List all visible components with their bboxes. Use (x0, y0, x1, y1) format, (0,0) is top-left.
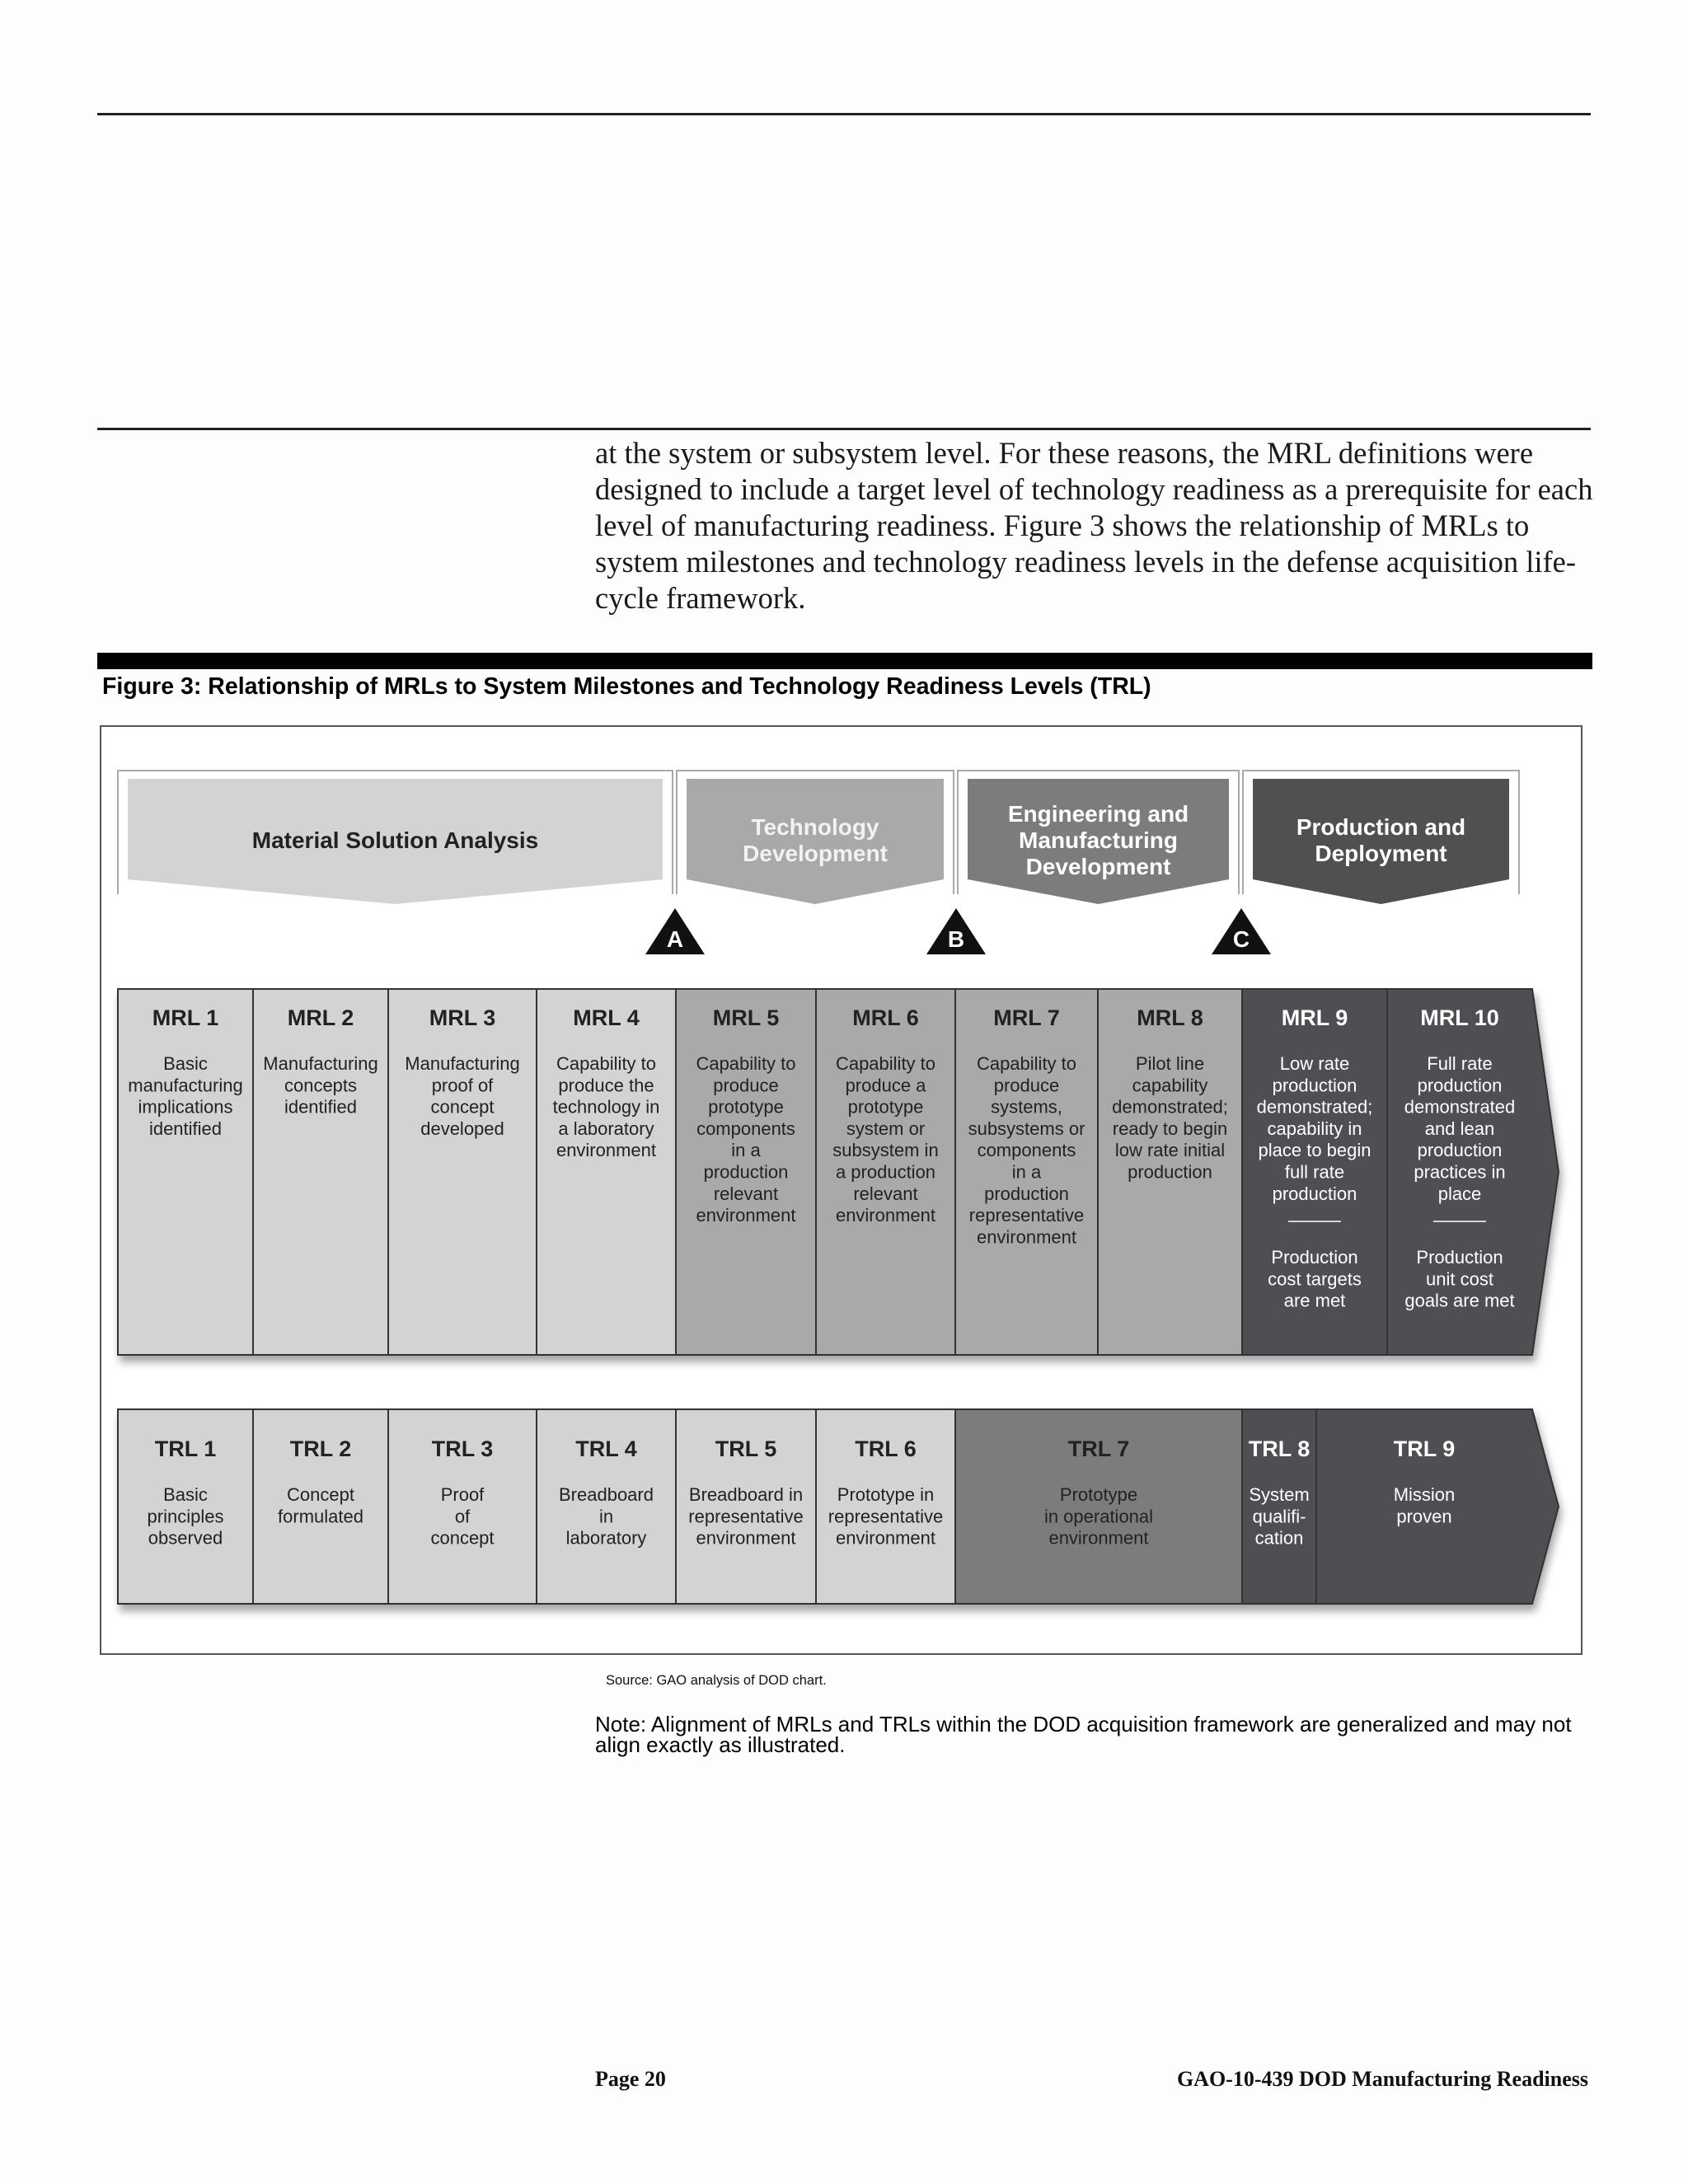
mrl-description: implications (138, 1096, 233, 1118)
trl-description: Prototype in (837, 1484, 935, 1505)
mrl-level-label: MRL 3 (429, 1005, 496, 1030)
mrl-description: components (696, 1118, 795, 1139)
mrl-description: production (984, 1183, 1069, 1204)
mrl-level-label: MRL 9 (1281, 1005, 1348, 1030)
phase-label: Deployment (1315, 841, 1447, 866)
mrl-description: production (1272, 1183, 1357, 1204)
mrl-description: Manufacturing (405, 1053, 520, 1074)
trl-description: in (598, 1506, 614, 1527)
trl-description: laboratory (565, 1527, 647, 1549)
figure-header-bar (97, 653, 1592, 669)
trl-level-label: TRL 5 (715, 1436, 777, 1461)
top-rule (97, 113, 1591, 115)
mrl-cost-goal: Production (1416, 1247, 1503, 1268)
mrl-description: production (1128, 1161, 1212, 1183)
mrl-description: components (977, 1140, 1076, 1161)
mrl-description: production (1272, 1075, 1357, 1096)
figure-title: Figure 3: Relationship of MRLs to System Milestones and Technology Readiness Levels (TRL) (102, 673, 1151, 700)
mrl-description: in a (731, 1140, 761, 1161)
mrl-description: and lean (1424, 1118, 1495, 1139)
mrl-description: systems, (991, 1096, 1062, 1118)
mrl-description: produce (713, 1075, 779, 1096)
trl-description: Proof (440, 1484, 485, 1505)
mrl-description: a production (835, 1161, 936, 1183)
mrl-description: practices in (1414, 1161, 1506, 1183)
mrl-level-label: MRL 2 (287, 1005, 354, 1030)
trl-description: of (454, 1506, 471, 1527)
trl-description: Mission (1393, 1484, 1456, 1505)
trl-description: representative (828, 1506, 944, 1527)
mrl-description: concept (430, 1096, 495, 1118)
mrl-description: identified (148, 1118, 223, 1139)
mrl-level-label: MRL 4 (573, 1005, 640, 1030)
body-paragraph: at the system or subsystem level. For these reasons, the MRL definitions were designed to include a target level of technology readiness as a prerequisite for each level of manufacturing readiness. Figure 3 shows the relationship of MRLs to system milestones and technology readiness levels in the defense acquisition life-cycle framework. (595, 436, 1593, 615)
trl-description: concept (430, 1527, 495, 1549)
mrl-description: subsystems or (968, 1118, 1085, 1139)
phase-label: Production and (1296, 814, 1466, 840)
mrl-description: produce (993, 1075, 1060, 1096)
mrl-description: Capability to (976, 1053, 1077, 1074)
trl-level-label: TRL 6 (855, 1436, 917, 1461)
mrl-description: environment (556, 1140, 657, 1161)
mrl-cost-goal: cost targets (1268, 1268, 1362, 1290)
phase-label: Engineering and (1007, 801, 1189, 827)
mrl-cost-goal: Production (1271, 1247, 1358, 1268)
phase-label: Manufacturing (1019, 827, 1178, 853)
mrl-level-label: MRL 1 (152, 1005, 219, 1030)
mrl-description: subsystem in (832, 1140, 939, 1161)
mrl-description: Low rate (1279, 1053, 1350, 1074)
mrl-description: prototype (847, 1096, 924, 1118)
mrl-level-label: MRL 8 (1137, 1005, 1203, 1030)
mrl-level-label: MRL 6 (852, 1005, 919, 1030)
trl-level-label: TRL 9 (1393, 1436, 1456, 1461)
mrl-description: environment (696, 1205, 796, 1226)
mrl-description: prototype (708, 1096, 784, 1118)
trl-level-label: TRL 8 (1248, 1436, 1311, 1461)
mrl-description: place to begin (1258, 1140, 1372, 1161)
trl-description: Breadboard in (688, 1484, 804, 1505)
report-title: GAO-10-439 DOD Manufacturing Readiness (1176, 2067, 1588, 2091)
mrl-description: full rate (1284, 1161, 1345, 1183)
trl-description: Concept (287, 1484, 354, 1505)
mrl-description: Basic (163, 1053, 208, 1074)
mrl-cell (118, 989, 253, 1355)
trl-description: representative (688, 1506, 804, 1527)
mrl-level-label: MRL 5 (712, 1005, 780, 1030)
mrl-description: manufacturing (128, 1075, 243, 1096)
trl-description: proven (1396, 1506, 1452, 1527)
mrl-description: production (1417, 1075, 1503, 1096)
trl-description: Prototype (1059, 1484, 1138, 1505)
mrl-description: identified (284, 1096, 358, 1118)
mrl-description: concepts (284, 1075, 358, 1096)
trl-description: environment (1048, 1527, 1149, 1549)
mrl-description: developed (420, 1118, 504, 1139)
mrl-description: technology in (552, 1096, 660, 1118)
figure-source: Source: GAO analysis of DOD chart. (606, 1673, 827, 1688)
mrl-description: Capability to (696, 1053, 796, 1074)
mrl-description: demonstrated (1404, 1096, 1516, 1118)
mrl-description: capability (1132, 1075, 1208, 1096)
mrl-trl-diagram (100, 725, 1582, 1655)
mrl-description: a laboratory (558, 1118, 654, 1139)
mrl-level-label: MRL 7 (993, 1005, 1060, 1030)
mrl-description: relevant (853, 1183, 918, 1204)
trl-description: principles (147, 1506, 224, 1527)
trl-level-label: TRL 2 (289, 1436, 352, 1461)
mrl-description: environment (835, 1205, 936, 1226)
trl-level-label: TRL 1 (154, 1436, 217, 1461)
trl-description: Breadboard (559, 1484, 654, 1505)
trl-description: qualifi- (1252, 1506, 1306, 1527)
section-rule (97, 428, 1591, 430)
mrl-description: proof of (431, 1075, 494, 1096)
trl-description: Basic (163, 1484, 208, 1505)
trl-description: System (1249, 1484, 1310, 1505)
mrl-description: produce a (845, 1075, 926, 1096)
trl-description: environment (835, 1527, 936, 1549)
mrl-description: place (1437, 1183, 1482, 1204)
milestone-label: A (666, 926, 684, 952)
mrl-description: production (703, 1161, 789, 1183)
mrl-description: representative (968, 1205, 1085, 1226)
mrl-description: ready to begin (1112, 1118, 1228, 1139)
mrl-cell (388, 989, 537, 1355)
mrl-description: produce the (558, 1075, 654, 1096)
mrl-description: Manufacturing (263, 1053, 378, 1074)
mrl-cost-goal: are met (1283, 1290, 1346, 1311)
phase-label: Technology (751, 814, 879, 840)
trl-level-label: TRL 3 (431, 1436, 494, 1461)
trl-description: formulated (278, 1506, 363, 1527)
phase-label: Development (743, 841, 888, 866)
figure-note: Note: Alignment of MRLs and TRLs within the DOD acquisition framework are generalized and may not align exactly as illustrated. (595, 1712, 1572, 1757)
mrl-description: production (1417, 1140, 1503, 1161)
trl-level-label: TRL 4 (575, 1436, 637, 1461)
mrl-description: in a (1011, 1161, 1042, 1183)
mrl-description: Capability to (556, 1053, 657, 1074)
mrl-description: demonstrated; (1112, 1096, 1228, 1118)
mrl-cost-goal: unit cost (1426, 1268, 1493, 1290)
mrl-cost-goal: goals are met (1404, 1290, 1515, 1311)
mrl-level-label: MRL 10 (1420, 1005, 1499, 1030)
milestone-label: C (1232, 926, 1250, 952)
mrl-cell (253, 989, 388, 1355)
phase-label: Material Solution Analysis (251, 827, 539, 853)
mrl-cell (537, 989, 676, 1355)
page-number: Page 20 (595, 2067, 666, 2091)
mrl-description: relevant (713, 1183, 779, 1204)
mrl-description: capability in (1267, 1118, 1362, 1139)
trl-description: environment (696, 1527, 796, 1549)
milestone-label: B (947, 926, 965, 952)
mrl-description: Pilot line (1135, 1053, 1205, 1074)
mrl-description: demonstrated; (1256, 1096, 1373, 1118)
trl-description: in operational (1043, 1506, 1154, 1527)
trl-description: cation (1254, 1527, 1304, 1549)
mrl-description: system or (846, 1118, 926, 1139)
mrl-description: environment (976, 1226, 1077, 1248)
mrl-description: low rate initial (1114, 1140, 1226, 1161)
phase-label: Development (1025, 854, 1171, 879)
trl-level-label: TRL 7 (1067, 1436, 1130, 1461)
mrl-description: Capability to (835, 1053, 936, 1074)
trl-description: observed (148, 1527, 223, 1549)
mrl-description: Full rate (1427, 1053, 1493, 1074)
